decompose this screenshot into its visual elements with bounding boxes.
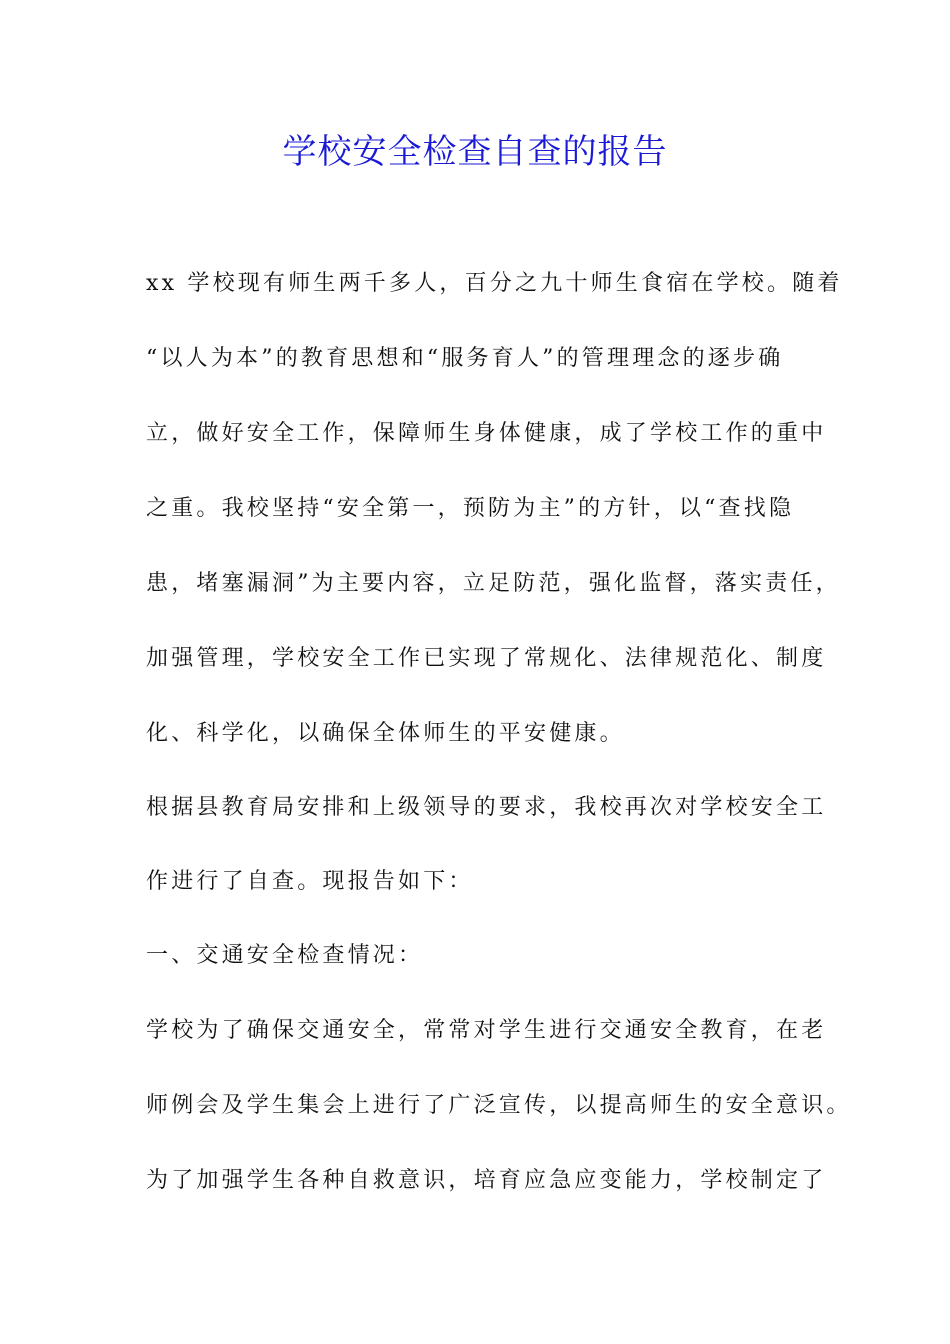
document-title: 学校安全检查自查的报告 <box>282 132 668 172</box>
paragraph-line: 师例会及学生集会上进行了广泛宣传，以提高师生的安全意识。 <box>146 1093 852 1118</box>
paragraph-line: “以人为本”的教育思想和“服务育人”的管理理念的逐步确 <box>146 346 784 371</box>
paragraph-line: 化、科学化，以确保全体师生的平安健康。 <box>146 721 625 746</box>
section-heading: 一、交通安全检查情况： <box>146 943 424 968</box>
paragraph-line: 立，做好安全工作，保障师生身体健康，成了学校工作的重中 <box>146 421 827 446</box>
paragraph-line: 学校为了确保交通安全，常常对学生进行交通安全教育，在老 <box>146 1018 827 1043</box>
paragraph-line: 为了加强学生各种自救意识，培育应急应变能力，学校制定了 <box>146 1168 827 1193</box>
paragraph-line: 之重。我校坚持“安全第一，预防为主”的方针，以“查找隐 <box>146 496 795 521</box>
paragraph-line: 作进行了自查。现报告如下： <box>146 869 474 894</box>
paragraph-line: xx 学校现有师生两千多人，百分之九十师生食宿在学校。随着 <box>146 271 843 296</box>
paragraph-line: 加强管理，学校安全工作已实现了常规化、法律规范化、制度 <box>146 646 827 671</box>
paragraph-line: 患，堵塞漏洞”为主要内容，立足防范，强化监督，落实责任， <box>146 571 841 596</box>
paragraph-line: 根据县教育局安排和上级领导的要求，我校再次对学校安全工 <box>146 795 827 820</box>
